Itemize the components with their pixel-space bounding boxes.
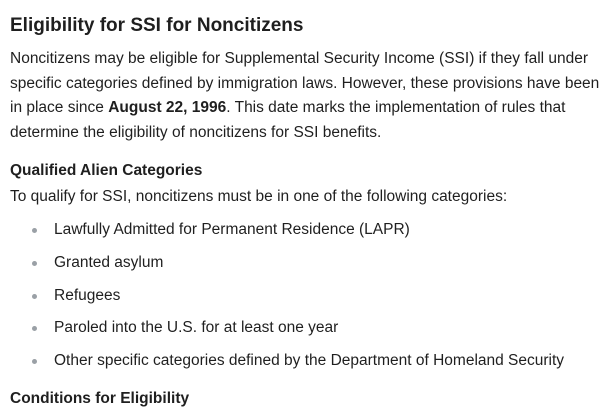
bullet-icon <box>32 326 37 331</box>
category-list <box>10 219 615 383</box>
list-item-label: Granted asylum <box>54 253 164 271</box>
section-heading-qualified-alien-categories: Qualified Alien Categories <box>10 162 203 179</box>
intro-text-part1: Noncitizens may be eligible for Supplemental Security Income (SSI) if they fall under specific categories defined by immigration laws. However, these provisions have been in place since <box>10 50 600 116</box>
bullet-icon <box>32 261 37 266</box>
section-lead-text: To qualify for SSI, noncitizens must be in one of the following categories: <box>10 188 508 205</box>
section-heading-conditions-for-eligibility: Conditions for Eligibility <box>10 390 190 407</box>
list-item-label: Lawfully Admitted for Permanent Residence (LAPR) <box>54 221 410 238</box>
intro-date: August 22, 1996 <box>108 99 227 116</box>
list-item <box>10 285 615 318</box>
list-item-label: Paroled into the U.S. for at least one year <box>54 319 339 337</box>
intro-text-part2: . This date marks the implementation of rules that determine the eligibility of noncitizens for SSI benefits. <box>10 99 566 141</box>
list-item <box>10 350 615 383</box>
list-item <box>10 252 615 285</box>
bullet-icon <box>32 359 37 364</box>
bullet-icon <box>32 294 37 299</box>
intro-paragraph <box>10 47 614 145</box>
list-item-label: Other specific categories defined by the Department of Homeland Security <box>54 352 565 370</box>
list-item <box>10 219 615 252</box>
page-title: Eligibility for SSI for Noncitizens <box>10 15 304 36</box>
list-item <box>10 317 615 350</box>
bullet-icon <box>32 228 37 233</box>
list-item-label: Refugees <box>54 286 121 304</box>
